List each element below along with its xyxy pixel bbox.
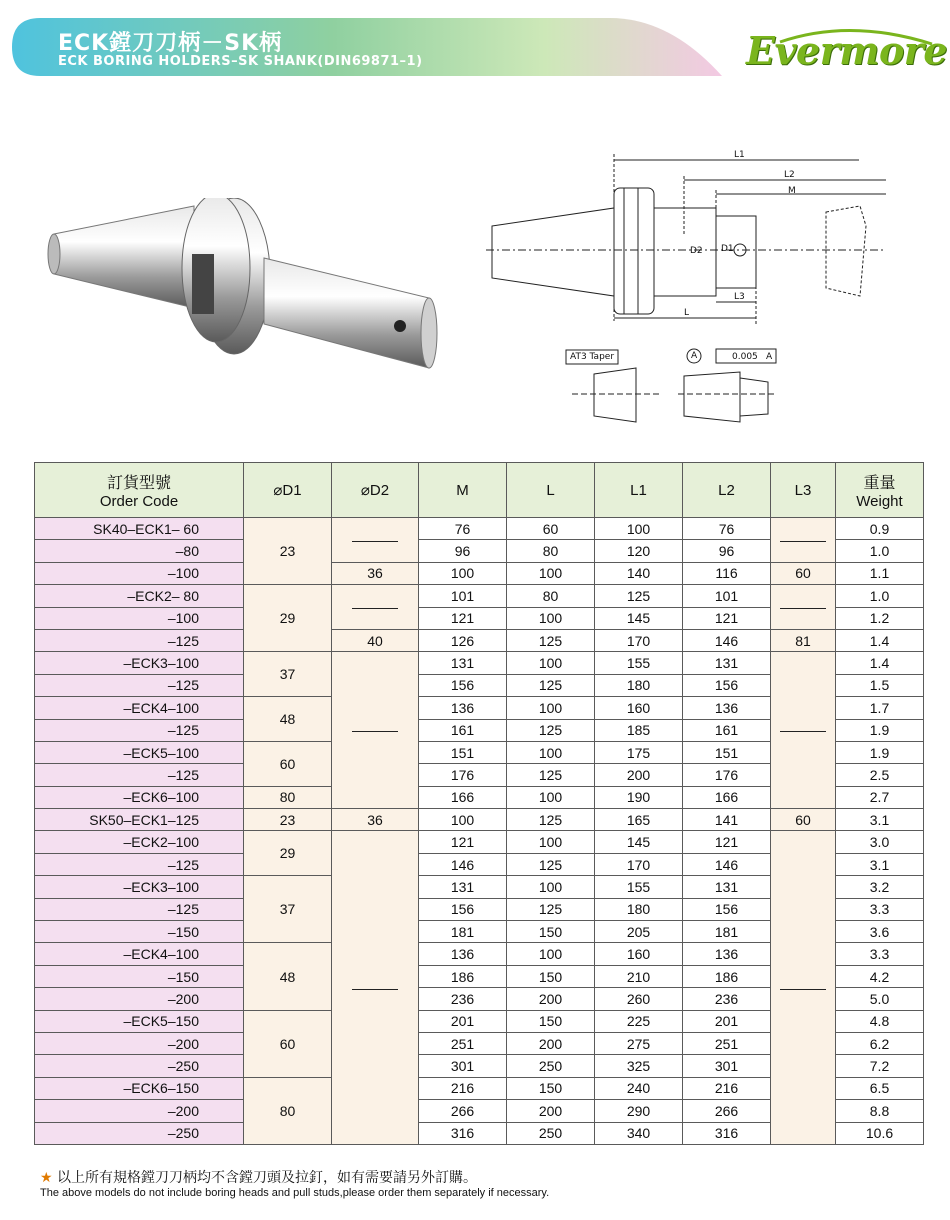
cell-order-code: –125 (35, 719, 244, 741)
cell-l2: 266 (683, 1100, 771, 1122)
empty-dash (352, 541, 398, 542)
cell-d1: 29 (244, 831, 332, 876)
cell-weight: 6.5 (836, 1077, 924, 1099)
cell-l1: 200 (595, 764, 683, 786)
cell-l: 100 (507, 741, 595, 763)
cell-weight: 3.1 (836, 809, 924, 831)
cell-l: 250 (507, 1055, 595, 1077)
cell-l: 250 (507, 1122, 595, 1144)
cell-l: 100 (507, 697, 595, 719)
cell-l1: 180 (595, 674, 683, 696)
cell-weight: 4.8 (836, 1010, 924, 1032)
cell-l: 125 (507, 898, 595, 920)
table-row (35, 562, 924, 584)
cell-l1: 155 (595, 876, 683, 898)
cell-m: 131 (419, 876, 507, 898)
cell-d1: 80 (244, 1077, 332, 1144)
cell-weight: 1.4 (836, 652, 924, 674)
header-weight-cn: 重量 (863, 475, 896, 492)
cell-l2: 131 (683, 876, 771, 898)
cell-order-code: –150 (35, 965, 244, 987)
cell-d2: 36 (332, 562, 419, 584)
cell-weight: 2.5 (836, 764, 924, 786)
cell-order-code: –150 (35, 921, 244, 943)
cell-order-code: –ECK5–100 (35, 741, 244, 763)
dim-label-m: M (788, 186, 796, 196)
cell-l1: 170 (595, 853, 683, 875)
cell-l: 125 (507, 764, 595, 786)
cell-d1: 80 (244, 786, 332, 808)
cell-l2: 76 (683, 518, 771, 540)
cell-l1: 165 (595, 809, 683, 831)
cell-l2: 176 (683, 764, 771, 786)
table-row (35, 518, 924, 540)
header-l2: L2 (683, 463, 771, 518)
cell-m: 96 (419, 540, 507, 562)
cell-l2: 156 (683, 674, 771, 696)
empty-dash (780, 608, 826, 609)
cell-weight: 2.7 (836, 786, 924, 808)
tolerance-label: 0.005 (732, 352, 758, 362)
cell-weight: 1.9 (836, 741, 924, 763)
cell-order-code: –ECK5–150 (35, 1010, 244, 1032)
cell-l1: 155 (595, 652, 683, 674)
cell-m: 251 (419, 1032, 507, 1054)
dim-label-l2: L2 (784, 170, 795, 180)
cell-l: 150 (507, 921, 595, 943)
cell-l2: 121 (683, 607, 771, 629)
cell-weight: 0.9 (836, 518, 924, 540)
cell-weight: 1.0 (836, 585, 924, 607)
cell-m: 161 (419, 719, 507, 741)
cell-l2: 136 (683, 697, 771, 719)
cell-l2: 101 (683, 585, 771, 607)
cell-l1: 145 (595, 831, 683, 853)
cell-l: 150 (507, 965, 595, 987)
table-row (35, 809, 924, 831)
footer-note-en: The above models do not include boring heads and pull studs,please order them separately if necessary. (40, 1187, 550, 1199)
cell-d1: 23 (244, 809, 332, 831)
spec-table-body (35, 518, 924, 1145)
cell-l: 100 (507, 786, 595, 808)
cell-m: 301 (419, 1055, 507, 1077)
cell-l2: 186 (683, 965, 771, 987)
cell-m: 146 (419, 853, 507, 875)
cell-order-code: –125 (35, 853, 244, 875)
cell-l1: 175 (595, 741, 683, 763)
cell-m: 121 (419, 831, 507, 853)
cell-d1: 48 (244, 943, 332, 1010)
cell-l1: 125 (595, 585, 683, 607)
table-header-row (35, 463, 924, 518)
cell-l2: 181 (683, 921, 771, 943)
cell-order-code: –200 (35, 1032, 244, 1054)
cell-l: 125 (507, 853, 595, 875)
cell-l: 100 (507, 607, 595, 629)
cell-order-code: SK50–ECK1–125 (35, 809, 244, 831)
cell-m: 236 (419, 988, 507, 1010)
cell-m: 101 (419, 585, 507, 607)
cell-m: 156 (419, 898, 507, 920)
empty-dash (352, 989, 398, 990)
product-photo (44, 198, 444, 378)
footer-note-cn (40, 1167, 477, 1187)
header-order-code (35, 463, 244, 518)
cell-m: 76 (419, 518, 507, 540)
cell-m: 126 (419, 629, 507, 651)
table-row (35, 831, 924, 853)
cell-weight: 3.3 (836, 898, 924, 920)
cell-m: 176 (419, 764, 507, 786)
cell-d1: 37 (244, 876, 332, 943)
empty-dash (780, 541, 826, 542)
dim-label-d1: D1 (721, 244, 734, 254)
cell-order-code: –ECK6–150 (35, 1077, 244, 1099)
cell-d2 (332, 652, 419, 809)
cell-weight: 3.2 (836, 876, 924, 898)
cell-l1: 225 (595, 1010, 683, 1032)
dim-label-l1: L1 (734, 150, 745, 160)
header-order-code-en: Order Code (99, 493, 179, 510)
cell-order-code: –200 (35, 988, 244, 1010)
evermore-logo: Evermore (746, 28, 947, 73)
cell-l1: 145 (595, 607, 683, 629)
header-order-code-cn: 訂貨型號 (106, 475, 171, 492)
cell-order-code: –ECK4–100 (35, 697, 244, 719)
table-row (35, 629, 924, 651)
cell-l: 150 (507, 1010, 595, 1032)
cell-order-code: –125 (35, 898, 244, 920)
cell-l2: 236 (683, 988, 771, 1010)
cell-weight: 4.2 (836, 965, 924, 987)
cell-l1: 180 (595, 898, 683, 920)
cell-weight: 10.6 (836, 1122, 924, 1144)
header-d1: ⌀D1 (244, 463, 332, 518)
cell-l: 100 (507, 876, 595, 898)
cell-d2: 40 (332, 629, 419, 651)
cell-order-code: –ECK6–100 (35, 786, 244, 808)
cell-order-code: –ECK2– 80 (35, 585, 244, 607)
cell-l2: 121 (683, 831, 771, 853)
table-row (35, 652, 924, 674)
cell-l2: 116 (683, 562, 771, 584)
technical-drawing (486, 146, 886, 436)
cell-l: 150 (507, 1077, 595, 1099)
cell-weight: 3.6 (836, 921, 924, 943)
header-l: L (507, 463, 595, 518)
cell-l1: 190 (595, 786, 683, 808)
cell-m: 131 (419, 652, 507, 674)
cell-l: 100 (507, 831, 595, 853)
cell-l: 200 (507, 988, 595, 1010)
cell-order-code: SK40–ECK1– 60 (35, 518, 244, 540)
cell-l1: 160 (595, 943, 683, 965)
cell-m: 136 (419, 697, 507, 719)
cell-l2: 216 (683, 1077, 771, 1099)
spec-table (34, 462, 924, 1145)
cell-l1: 240 (595, 1077, 683, 1099)
cell-m: 266 (419, 1100, 507, 1122)
cell-l1: 170 (595, 629, 683, 651)
cell-d1: 23 (244, 518, 332, 585)
cell-order-code: –ECK4–100 (35, 943, 244, 965)
cell-l3 (771, 831, 836, 1144)
cell-l3 (771, 518, 836, 563)
cell-l2: 131 (683, 652, 771, 674)
cell-l2: 96 (683, 540, 771, 562)
cell-l2: 141 (683, 809, 771, 831)
cell-l: 125 (507, 629, 595, 651)
cell-l1: 140 (595, 562, 683, 584)
cell-d1: 37 (244, 652, 332, 697)
cell-l: 200 (507, 1032, 595, 1054)
cell-weight: 1.7 (836, 697, 924, 719)
cell-l2: 161 (683, 719, 771, 741)
cell-m: 136 (419, 943, 507, 965)
header-weight (836, 463, 924, 518)
cell-l: 200 (507, 1100, 595, 1122)
cell-l3: 60 (771, 809, 836, 831)
cell-weight: 1.9 (836, 719, 924, 741)
cell-order-code: –250 (35, 1055, 244, 1077)
cell-order-code: –250 (35, 1122, 244, 1144)
footer-note-cn-text: 以上所有規格鏜刀刀柄均不含鏜刀頭及拉釘，如有需要請另外訂購。 (57, 1170, 478, 1186)
cell-order-code: –125 (35, 674, 244, 696)
cell-l: 80 (507, 585, 595, 607)
cell-l2: 136 (683, 943, 771, 965)
cell-weight: 8.8 (836, 1100, 924, 1122)
cell-weight: 3.3 (836, 943, 924, 965)
cell-l: 125 (507, 674, 595, 696)
cell-order-code: –ECK3–100 (35, 652, 244, 674)
cell-l1: 160 (595, 697, 683, 719)
cell-m: 181 (419, 921, 507, 943)
cell-order-code: –200 (35, 1100, 244, 1122)
header-weight-en: Weight (856, 493, 903, 510)
cell-l1: 340 (595, 1122, 683, 1144)
cell-l2: 201 (683, 1010, 771, 1032)
empty-dash (352, 731, 398, 732)
cell-d2: 36 (332, 809, 419, 831)
cell-l: 125 (507, 809, 595, 831)
header-d2: ⌀D2 (332, 463, 419, 518)
cell-order-code: –125 (35, 764, 244, 786)
cell-l: 100 (507, 562, 595, 584)
tolerance-ref-label: A (766, 352, 773, 362)
cell-l1: 210 (595, 965, 683, 987)
cell-m: 201 (419, 1010, 507, 1032)
cell-d1: 60 (244, 1010, 332, 1077)
dim-label-d2: D2 (690, 246, 703, 256)
cell-l3 (771, 585, 836, 630)
cell-weight: 6.2 (836, 1032, 924, 1054)
header-l1: L1 (595, 463, 683, 518)
cell-l: 125 (507, 719, 595, 741)
cell-weight: 1.2 (836, 607, 924, 629)
cell-m: 316 (419, 1122, 507, 1144)
cell-l3: 60 (771, 562, 836, 584)
cell-l1: 120 (595, 540, 683, 562)
table-row (35, 585, 924, 607)
cell-l3 (771, 652, 836, 809)
dim-label-l: L (684, 308, 690, 318)
cell-d2 (332, 585, 419, 630)
cell-l1: 100 (595, 518, 683, 540)
empty-dash (780, 989, 826, 990)
cell-order-code: –125 (35, 629, 244, 651)
page-title: ECK鏜刀刀柄－SK柄 (58, 31, 283, 56)
cell-l1: 205 (595, 921, 683, 943)
cell-l2: 156 (683, 898, 771, 920)
cell-m: 216 (419, 1077, 507, 1099)
cell-l: 100 (507, 943, 595, 965)
cell-m: 166 (419, 786, 507, 808)
cell-m: 156 (419, 674, 507, 696)
cell-order-code: –ECK2–100 (35, 831, 244, 853)
cell-order-code: –ECK3–100 (35, 876, 244, 898)
cell-weight: 7.2 (836, 1055, 924, 1077)
cell-order-code: –80 (35, 540, 244, 562)
cell-m: 186 (419, 965, 507, 987)
cell-m: 100 (419, 562, 507, 584)
cell-d2 (332, 831, 419, 1144)
cell-m: 121 (419, 607, 507, 629)
cell-d1: 48 (244, 697, 332, 742)
header-l3: L3 (771, 463, 836, 518)
cell-l3: 81 (771, 629, 836, 651)
cell-d2 (332, 518, 419, 563)
header-m: M (419, 463, 507, 518)
cell-l2: 151 (683, 741, 771, 763)
cell-weight: 1.4 (836, 629, 924, 651)
cell-d1: 60 (244, 741, 332, 786)
cell-l: 80 (507, 540, 595, 562)
cell-m: 151 (419, 741, 507, 763)
cell-l1: 260 (595, 988, 683, 1010)
cell-l2: 251 (683, 1032, 771, 1054)
cell-l2: 166 (683, 786, 771, 808)
empty-dash (352, 608, 398, 609)
cell-m: 100 (419, 809, 507, 831)
cell-weight: 5.0 (836, 988, 924, 1010)
cell-l2: 146 (683, 629, 771, 651)
cell-l1: 325 (595, 1055, 683, 1077)
datum-label: A (691, 351, 698, 361)
dim-label-l3: L3 (734, 292, 745, 302)
cell-l2: 316 (683, 1122, 771, 1144)
cell-l: 100 (507, 652, 595, 674)
cell-l2: 301 (683, 1055, 771, 1077)
cell-l1: 290 (595, 1100, 683, 1122)
cell-order-code: –100 (35, 607, 244, 629)
cell-weight: 1.0 (836, 540, 924, 562)
cell-l: 60 (507, 518, 595, 540)
cell-order-code: –100 (35, 562, 244, 584)
cell-weight: 3.0 (836, 831, 924, 853)
cell-l1: 185 (595, 719, 683, 741)
empty-dash (780, 731, 826, 732)
cell-l2: 146 (683, 853, 771, 875)
page-subtitle: ECK BORING HOLDERS–SK SHANK(DIN69871–1) (58, 54, 423, 69)
star-icon: ★ (40, 1170, 53, 1186)
cell-l1: 275 (595, 1032, 683, 1054)
taper-label: AT3 Taper (570, 352, 615, 362)
cell-d1: 29 (244, 585, 332, 652)
cell-weight: 1.1 (836, 562, 924, 584)
cell-weight: 1.5 (836, 674, 924, 696)
cell-weight: 3.1 (836, 853, 924, 875)
